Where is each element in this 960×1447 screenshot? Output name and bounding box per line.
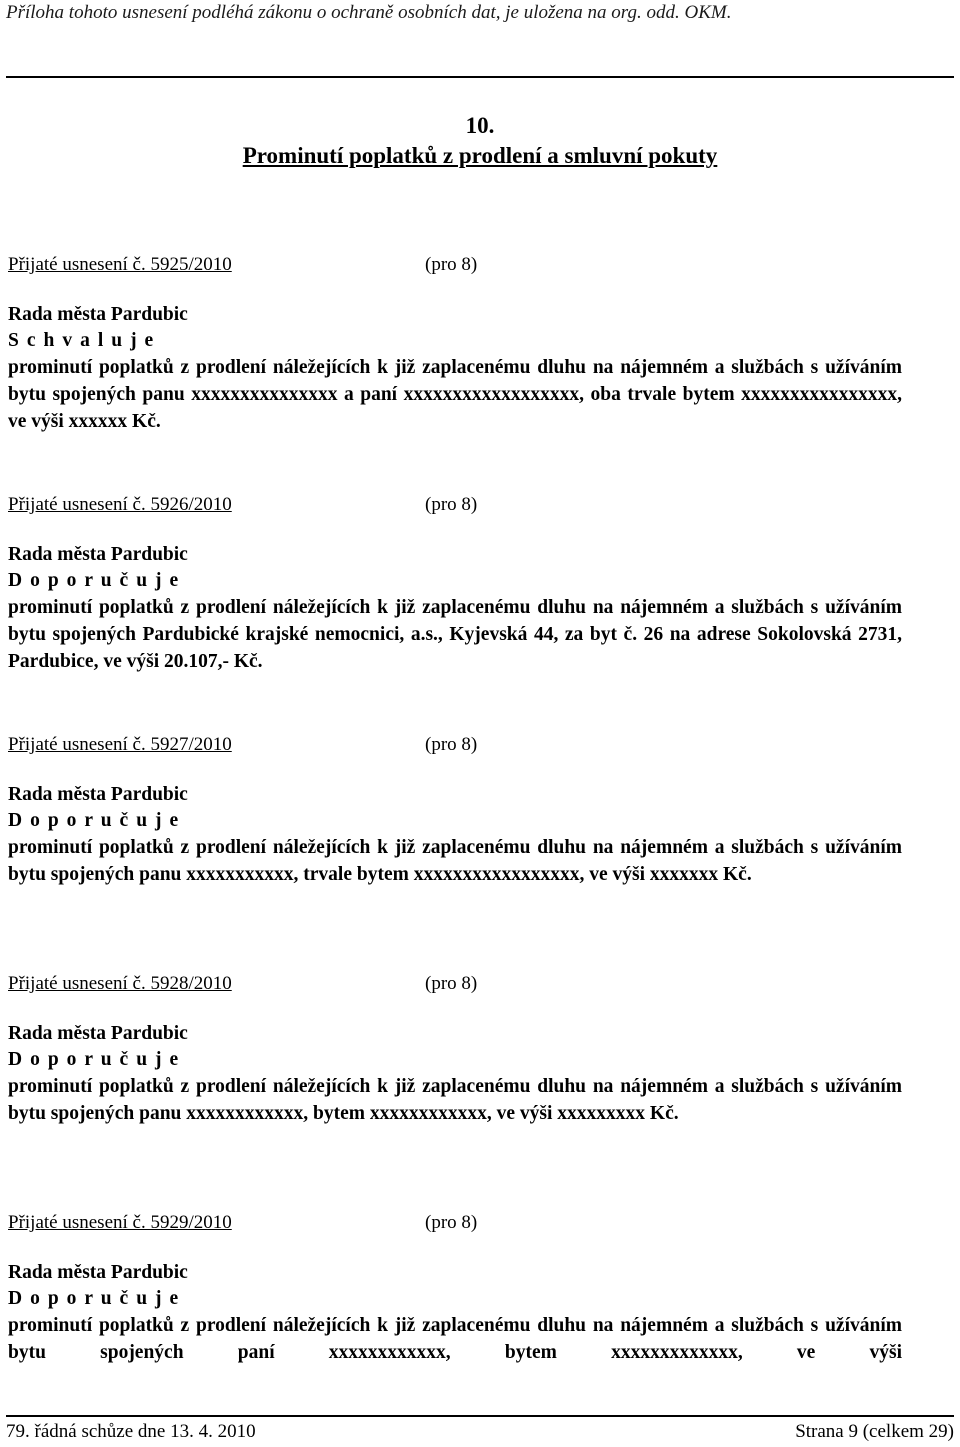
vote-count: (pro 8) (425, 494, 478, 515)
resolution-5926 (8, 494, 902, 675)
resolution-header (8, 1212, 902, 1236)
resolution-5925 (8, 254, 902, 435)
page-footer (6, 1415, 954, 1447)
issuing-body: Rada města Pardubic (8, 784, 188, 805)
issuing-body: Rada města Pardubic (8, 544, 188, 565)
privacy-notice: Příloha tohoto usnesení podléhá zákonu o ochraně osobních dat, je uložena na org. odd. OKM. (6, 2, 732, 23)
resolution-id: Přijaté usnesení č. 5928/2010 (8, 973, 232, 994)
issuing-body: Rada města Pardubic (8, 1262, 188, 1283)
vote-count: (pro 8) (425, 254, 478, 275)
resolution-id: Přijaté usnesení č. 5929/2010 (8, 1212, 232, 1233)
resolution-text: prominutí poplatků z prodlení náležejících k již zaplacenému dluhu na nájemném a službách s užíváním bytu spojených Pardubické krajské nemocnici, a.s., Kyjevská 44, za byt č. 26 na adrese Sokolovská 2731, Pardubice, ve výši 20.107,- Kč. (8, 597, 902, 672)
resolution-id: Přijaté usnesení č. 5926/2010 (8, 494, 232, 515)
resolution-text: prominutí poplatků z prodlení náležejících k již zaplacenému dluhu na nájemném a službách s užíváním bytu spojených panu xxxxxxxxxxxxxxx a paní xxxxxxxxxxxxxxxxxx, oba trvale bytem xxxxxxxxxxxxxxxx, ve výši xxxxxx Kč. (8, 357, 902, 432)
resolution-verb: D o p o r u č u j e (8, 570, 180, 591)
resolution-verb: D o p o r u č u j e (8, 1288, 180, 1309)
resolution-header (8, 973, 902, 997)
resolution-verb: S c h v a l u j e (8, 330, 155, 351)
resolution-header (8, 734, 902, 758)
resolution-text: prominutí poplatků z prodlení náležejících k již zaplacenému dluhu na nájemném a službách s užíváním bytu spojených panu xxxxxxxxxxxx, bytem xxxxxxxxxxxx, ve výši xxxxxxxxx Kč. (8, 1076, 902, 1124)
vote-count: (pro 8) (425, 1212, 478, 1233)
header-divider (6, 76, 954, 78)
resolution-verb: D o p o r u č u j e (8, 810, 180, 831)
vote-count: (pro 8) (425, 734, 478, 755)
section-title: Prominutí poplatků z prodlení a smluvní pokuty (242, 143, 718, 168)
resolution-5929 (8, 1212, 902, 1366)
resolution-id: Přijaté usnesení č. 5927/2010 (8, 734, 232, 755)
issuing-body: Rada města Pardubic (8, 304, 188, 325)
resolution-header (8, 254, 902, 278)
meeting-info: 79. řádná schůze dne 13. 4. 2010 (6, 1421, 256, 1442)
page-number: Strana 9 (celkem 29) (795, 1421, 954, 1442)
resolution-text: prominutí poplatků z prodlení náležejících k již zaplacenému dluhu na nájemném a službách s užíváním bytu spojených panu xxxxxxxxxxx, trvale bytem xxxxxxxxxxxxxxxxx, ve výši xxxxxxx Kč. (8, 837, 902, 885)
resolution-verb: D o p o r u č u j e (8, 1049, 180, 1070)
resolution-5927 (8, 734, 902, 888)
resolution-header (8, 494, 902, 518)
vote-count: (pro 8) (425, 973, 478, 994)
resolution-text: prominutí poplatků z prodlení náležejících k již zaplacenému dluhu na nájemném a službách s užíváním bytu spojených paní xxxxxxxxxxxx, bytem xxxxxxxxxxxxx, ve výši (8, 1315, 902, 1363)
section-number: 10. (465, 113, 495, 138)
resolution-5928 (8, 973, 902, 1127)
resolution-id: Přijaté usnesení č. 5925/2010 (8, 254, 232, 275)
issuing-body: Rada města Pardubic (8, 1023, 188, 1044)
